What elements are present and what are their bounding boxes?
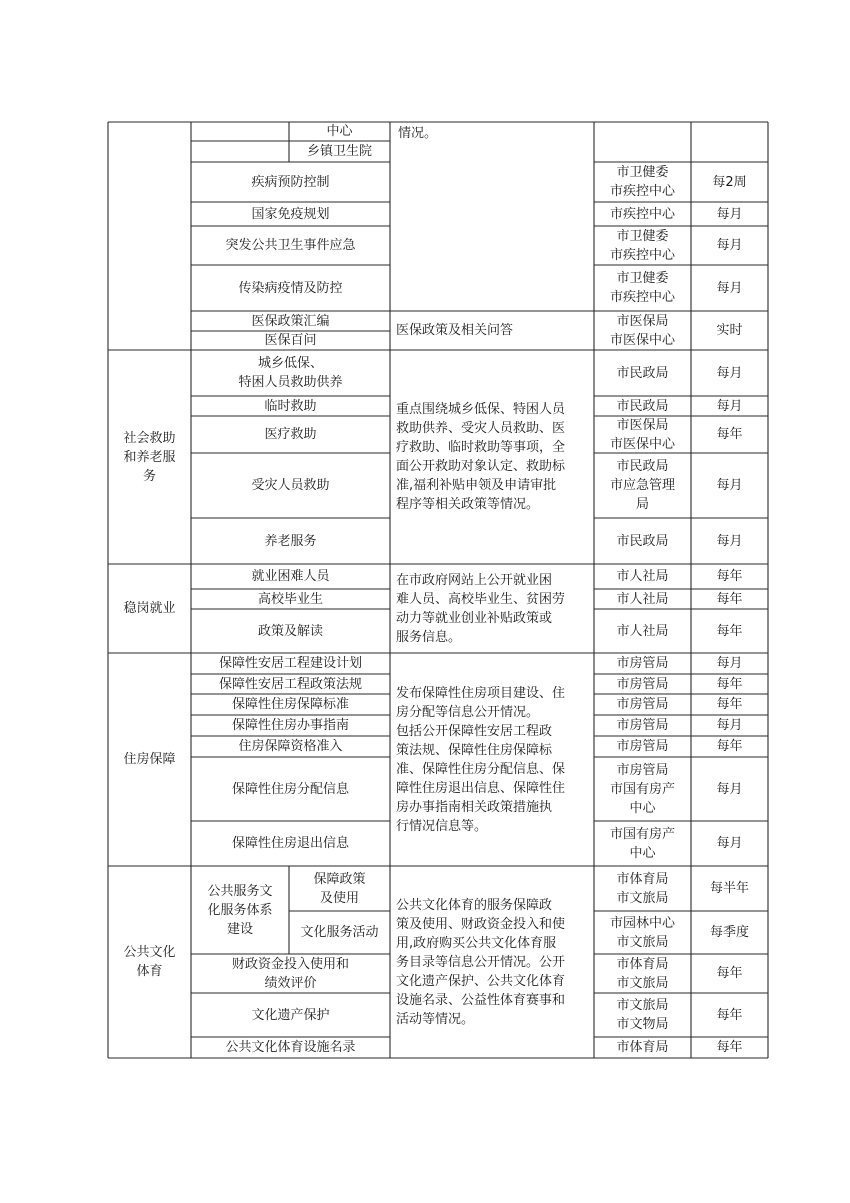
subitem-label: 文化服务活动 [300,925,379,940]
frequency-label: 每月 [716,238,743,253]
department-label: 市人社局 [616,591,669,607]
frequency-label: 每月 [716,533,743,549]
content-text: 发布保障性住房项目建设、住 房分配等信息公开情况。 包括公开保障性安居工程政 策法规、保障性住房保障标 准、保障性住房分配信息、保 障性住房退出信息、保障性住 房办事指南相关政策措施执 行情况信息等。 [396,685,566,834]
category-label: 社会救助 和养老服 务 [123,430,176,484]
department-label: 市民政局 市应急管理 局 [609,459,675,512]
item-label: 受灾人员救助 [251,478,330,493]
department-label: 市民政局 [616,398,669,414]
frequency-label: 每年 [716,697,743,712]
item-label: 国家免疫规划 [251,206,330,222]
item-label: 保障性住房办事指南 [231,718,349,733]
subitem-label: 乡镇卫生院 [306,144,372,159]
item-label: 公共文化体育设施名录 [225,1040,356,1055]
item-label: 医保政策汇编 [251,313,330,329]
item-label: 疾病预防控制 [251,174,330,190]
category-label: 公共文化 体育 [123,945,176,979]
item-label: 高校毕业生 [257,591,323,607]
department-label: 市体育局 市文旅局 [616,956,669,991]
subitem-label: 中心 [326,124,353,139]
content-text: 重点围绕城乡低保、特困人员 救助供养、受灾人员救助、医 疗救助、临时救助等事项，全 面公开救助对象认定、救助标 准,福利补贴申领及申请审批 程序等相关政策等情况。 [396,402,566,512]
frequency-label: 每月 [716,656,743,671]
department-label: 市卫健委 市疾控中心 [609,165,675,199]
department-label: 市医保局 市医保中心 [609,417,675,452]
item-label: 医保百问 [264,333,317,348]
frequency-label: 每月 [716,478,743,493]
frequency-label: 每月 [716,280,743,296]
department-label: 市卫健委 市疾控中心 [609,271,675,305]
department-label: 市园林中心 市文旅局 [609,915,675,950]
item-label: 临时救助 [264,398,317,414]
item-label: 公共服务文 化服务体系 建设 [207,883,273,937]
frequency-label: 每年 [716,427,743,442]
item-label: 突发公共卫生事件应急 [225,238,356,253]
item-label: 住房保障资格准入 [238,739,343,754]
department-label: 市体育局 [616,1040,669,1055]
department-label: 市房管局 市国有房产 中心 [609,762,675,816]
category-label: 稳岗就业 [123,601,176,616]
item-label: 保障性住房保障标准 [231,697,349,712]
department-label: 市房管局 [616,656,669,671]
department-label: 市医保局 市医保中心 [609,313,675,348]
item-label: 养老服务 [264,533,317,549]
frequency-label: 每半年 [709,881,749,896]
frequency-label: 每月 [716,398,743,414]
item-label: 传染病疫情及防控 [238,280,343,296]
subitem-label: 保障政策 及使用 [313,871,366,906]
item-label: 保障性住房退出信息 [231,836,349,851]
content-text: 情况。 [398,125,438,141]
item-label: 保障性安居工程政策法规 [218,676,362,692]
frequency-label: 每季度 [709,925,749,940]
frequency-label: 每月 [716,718,743,733]
item-label: 保障性安居工程建设计划 [218,656,362,671]
frequency-label: 每年 [716,623,743,639]
department-label: 市卫健委 市疾控中心 [609,228,675,263]
department-label: 市房管局 [616,718,669,733]
department-label: 市国有房产 中心 [609,826,675,861]
item-label: 文化遗产保护 [251,1007,330,1023]
item-label: 政策及解读 [257,623,323,639]
frequency-label: 实时 [716,323,743,338]
department-label: 市房管局 [616,739,669,754]
frequency-label: 每年 [716,569,743,584]
frequency-label: 每月 [716,365,743,381]
item-label: 财政资金投入使用和 绩效评价 [231,956,349,991]
frequency-label: 每年 [716,591,743,607]
content-text: 公共文化体育的服务保障政 策及使用、财政资金投入和使 用,政府购买公共文化体育服 务目录等信息公开情况。公开 文化遗产保护、公共文化体育 设施名录、公益性体育赛事和 活动等情况。 [396,897,566,1027]
department-label: 市文旅局 市文物局 [616,998,669,1032]
frequency-label: 每年 [716,676,743,692]
frequency-label: 每年 [716,1040,743,1055]
item-label: 就业困难人员 [251,569,330,584]
department-label: 市民政局 [616,365,669,381]
department-label: 市体育局 市文旅局 [616,871,669,906]
department-label: 市民政局 [616,533,669,549]
frequency-label: 每月 [716,836,743,851]
department-label: 市房管局 [616,697,669,712]
category-label: 住房保障 [123,752,176,767]
item-label: 城乡低保、 特困人员救助供养 [238,356,343,390]
frequency-label: 每年 [716,1007,743,1023]
frequency-label: 每月 [716,206,743,222]
item-label: 保障性住房分配信息 [231,781,349,797]
item-label: 医疗救助 [264,427,317,442]
department-label: 市疾控中心 [609,206,675,222]
content-text: 医保政策及相关问答 [396,323,514,338]
department-label: 市房管局 [616,676,669,692]
frequency-label: 每年 [716,739,743,754]
frequency-label: 每年 [716,966,743,981]
frequency-label: 每2周 [712,174,747,190]
content-text: 在市政府网站上公开就业困 难人员、高校毕业生、贫困劳 动力等就业创业补贴政策或 服务信息。 [396,572,566,645]
frequency-label: 每月 [716,781,743,797]
department-label: 市人社局 [616,569,669,584]
department-label: 市人社局 [616,623,669,639]
